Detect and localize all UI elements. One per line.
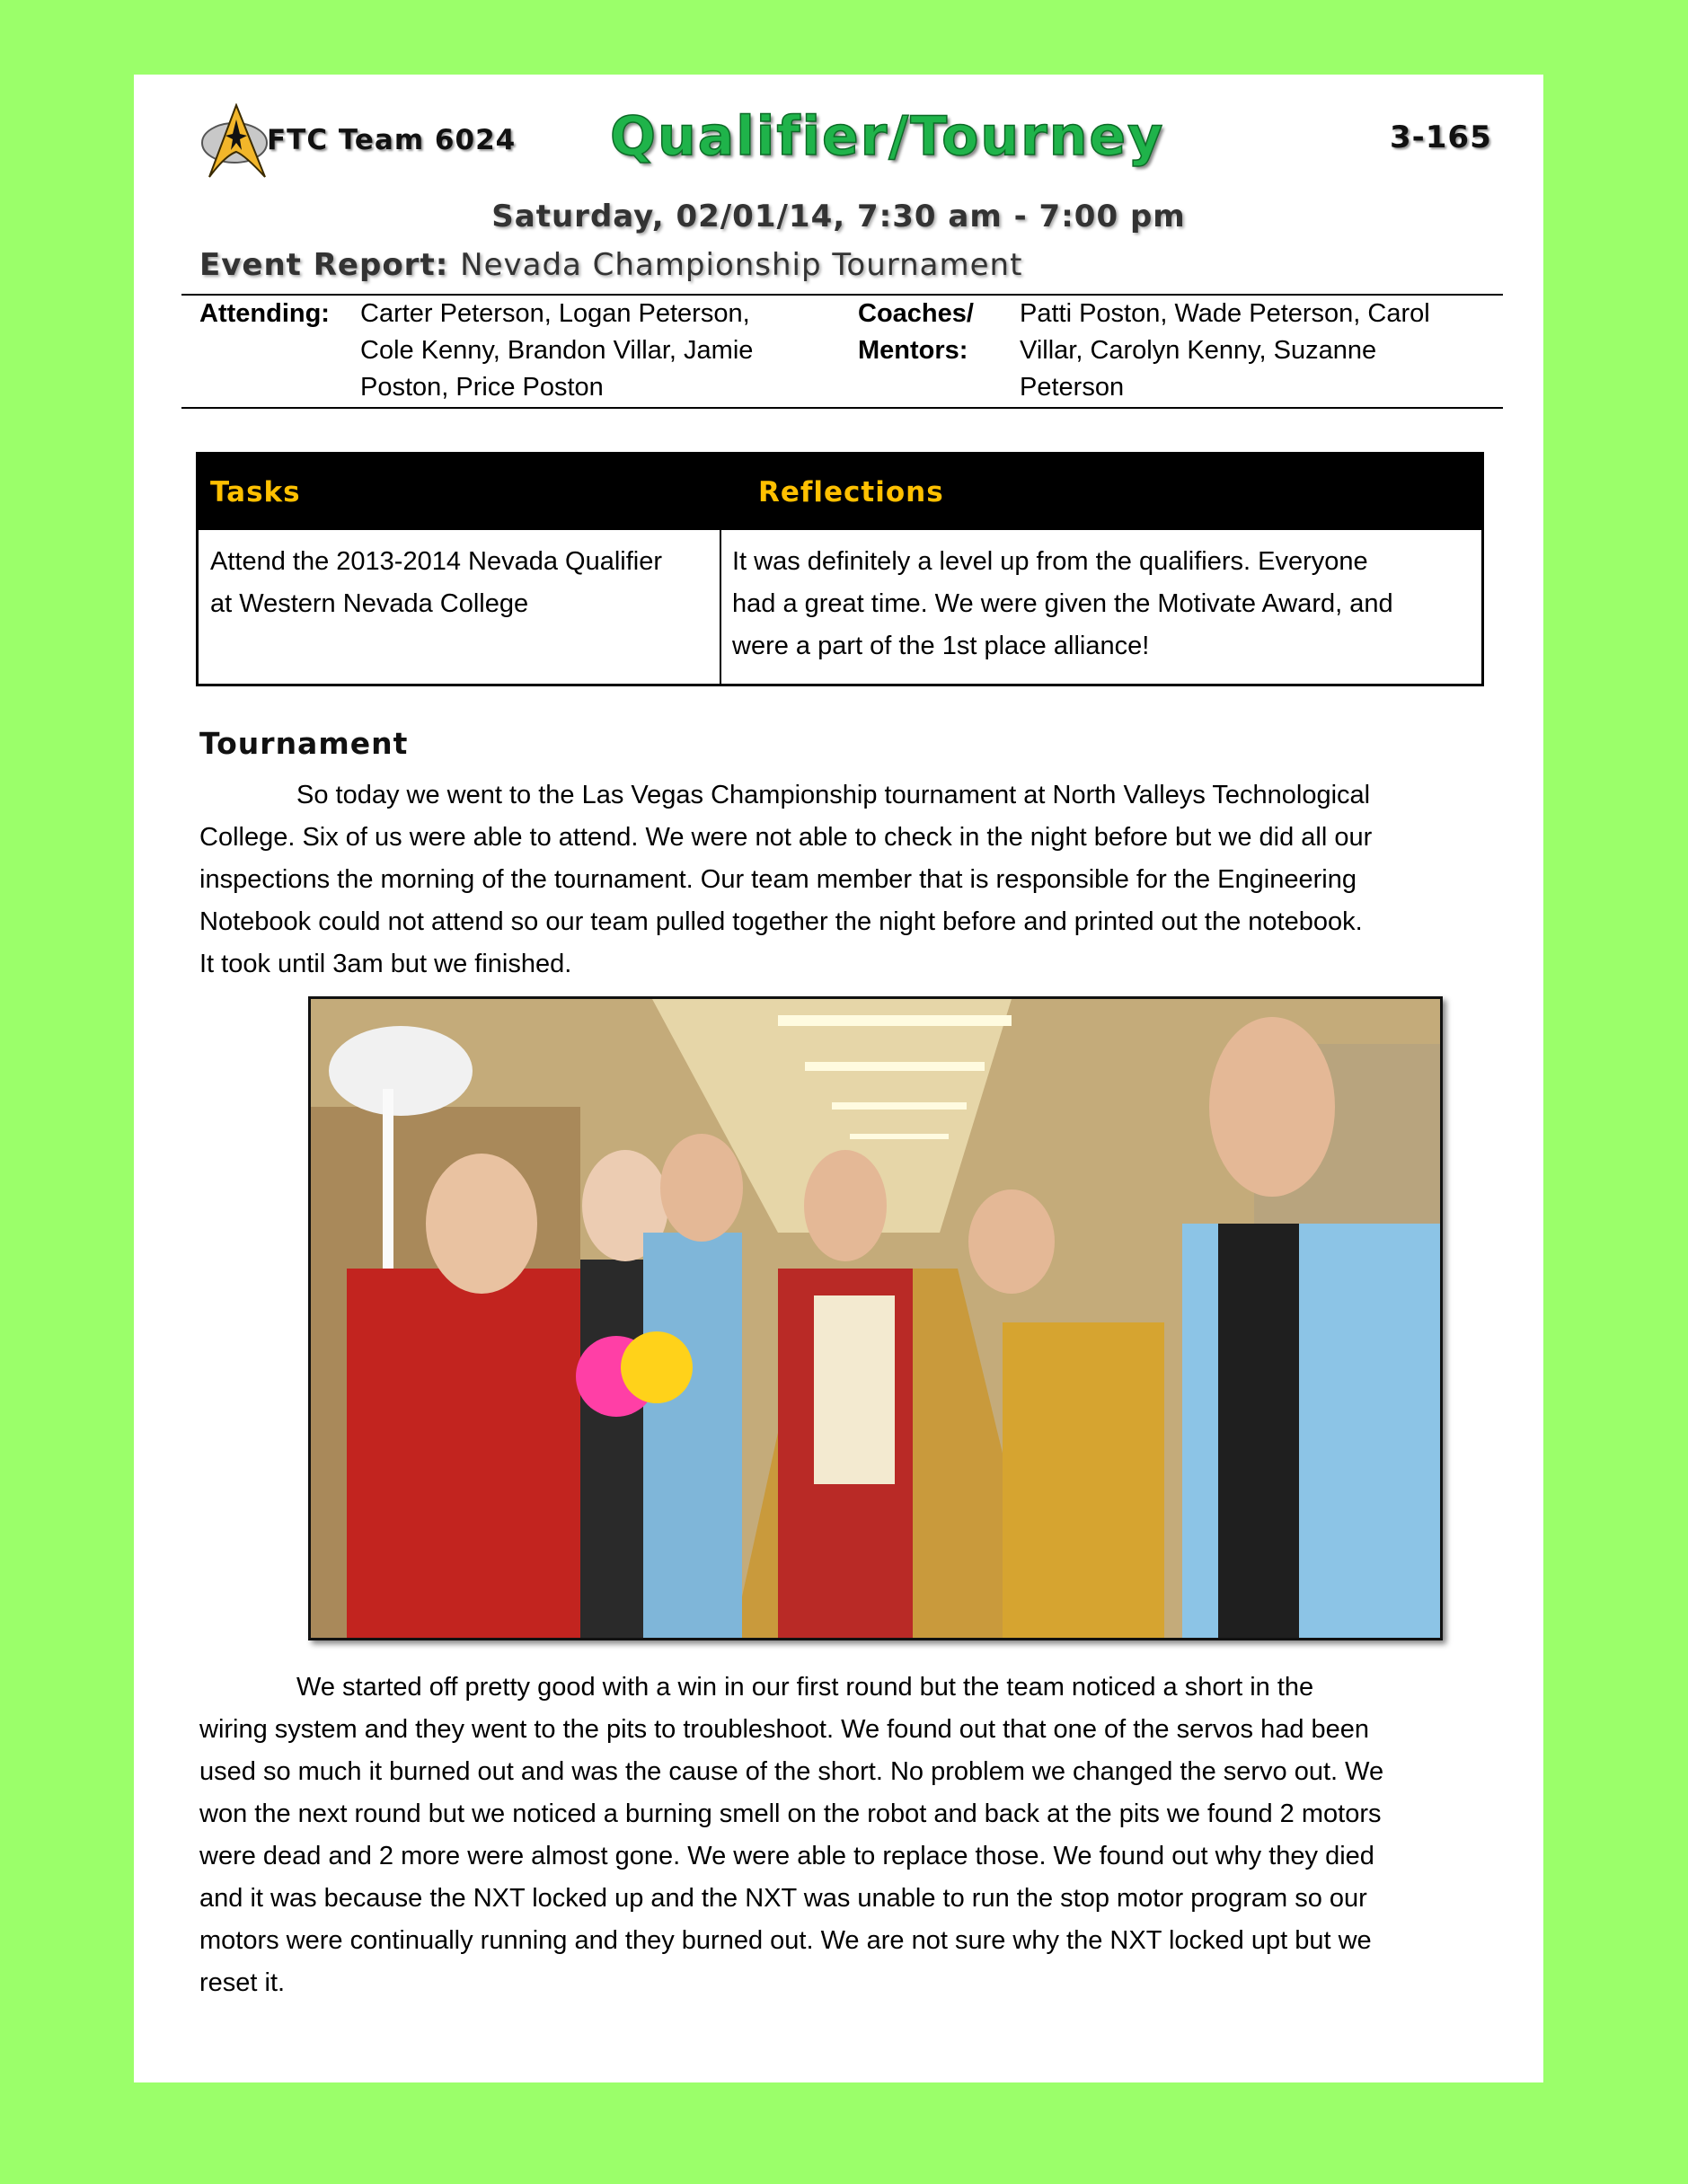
- tasks-header: Tasks: [210, 476, 301, 508]
- task-line: at Western Nevada College: [210, 589, 529, 618]
- paragraph-line: wiring system and they went to the pits to troubleshoot. We found out that one of the servos had been: [199, 1715, 1370, 1744]
- paragraph-line: won the next round but we noticed a burning smell on the robot and back at the pits we found 2 motors: [199, 1799, 1382, 1828]
- team-photo: [308, 996, 1443, 1640]
- paragraph-line: [199, 1667, 1493, 1709]
- coaches-label-line: Coaches/: [858, 299, 974, 328]
- paragraph-line: College. Six of us were able to attend. We were not able to check in the night before but we did all our: [199, 823, 1373, 852]
- team-name: FTC Team 6024: [267, 124, 517, 156]
- paragraph-line: used so much it burned out and was the cause of the short. No problem we changed the servo out. We: [199, 1757, 1384, 1786]
- paragraph-1: [199, 774, 1493, 986]
- reflection-cell: [732, 541, 1393, 668]
- attending-label: Attending:: [199, 299, 330, 328]
- event-report-title: Nevada Championship Tournament: [460, 247, 1023, 283]
- table-column-divider: [720, 530, 721, 684]
- event-date: Saturday, 02/01/14, 7:30 am - 7:00 pm: [491, 199, 1186, 234]
- paragraph-line-text: So today we went to the Las Vegas Championship tournament at North Valleys Technological: [296, 781, 1371, 809]
- coaches-label: [858, 296, 974, 369]
- attending-line: Cole Kenny, Brandon Villar, Jamie: [360, 336, 754, 365]
- reflections-header: Reflections: [758, 476, 944, 508]
- reflection-line: It was definitely a level up from the qualifiers. Everyone: [732, 547, 1368, 576]
- mentors-label-line: Mentors:: [858, 336, 968, 365]
- paragraph-line-text: We started off pretty good with a win in our first round but the team noticed a short in the: [296, 1673, 1314, 1702]
- tasks-table-header: [199, 455, 1481, 530]
- paragraph-line: were dead and 2 more were almost gone. We were able to replace those. We found out why they died: [199, 1842, 1374, 1870]
- paragraph-line: Notebook could not attend so our team pulled together the night before and printed out the notebook.: [199, 907, 1363, 936]
- paragraph-2: [199, 1667, 1493, 2004]
- reflection-line: had a great time. We were given the Motivate Award, and: [732, 589, 1393, 618]
- coaches-line: Peterson: [1020, 373, 1125, 402]
- starfleet-delta-icon: [199, 103, 270, 179]
- attending-names: [360, 296, 753, 406]
- attending-line: Carter Peterson, Logan Peterson,: [360, 299, 750, 328]
- notebook-page: [134, 75, 1543, 2082]
- task-line: Attend the 2013-2014 Nevada Qualifier: [210, 547, 663, 576]
- team-photo-illustration: [311, 999, 1440, 1638]
- task-cell: [210, 541, 662, 625]
- section-heading: Tournament: [199, 726, 409, 761]
- paragraph-line: It took until 3am but we finished.: [199, 950, 572, 978]
- event-report-heading: [199, 247, 1022, 283]
- tasks-table: [196, 452, 1484, 686]
- page-title: Qualifier/Tourney: [610, 105, 1165, 168]
- paragraph-line: motors were continually running and they burned out. We are not sure why the NXT locked upt but we: [199, 1926, 1372, 1955]
- paragraph-line: inspections the morning of the tournament. Our team member that is responsible for the Engineering: [199, 865, 1357, 894]
- reflection-line: were a part of the 1st place alliance!: [732, 632, 1150, 660]
- coaches-names: [1020, 296, 1430, 406]
- page-number: 3-165: [1390, 119, 1492, 155]
- paragraph-line: reset it.: [199, 1968, 286, 1997]
- coaches-line: Villar, Carolyn Kenny, Suzanne: [1020, 336, 1377, 365]
- paragraph-line: [199, 774, 1493, 817]
- event-report-label: Event Report:: [199, 247, 449, 283]
- paragraph-line: and it was because the NXT locked up and the NXT was unable to run the stop motor program so our: [199, 1884, 1367, 1913]
- divider-bottom: [181, 407, 1503, 409]
- attending-line: Poston, Price Poston: [360, 373, 604, 402]
- coaches-line: Patti Poston, Wade Peterson, Carol: [1020, 299, 1430, 328]
